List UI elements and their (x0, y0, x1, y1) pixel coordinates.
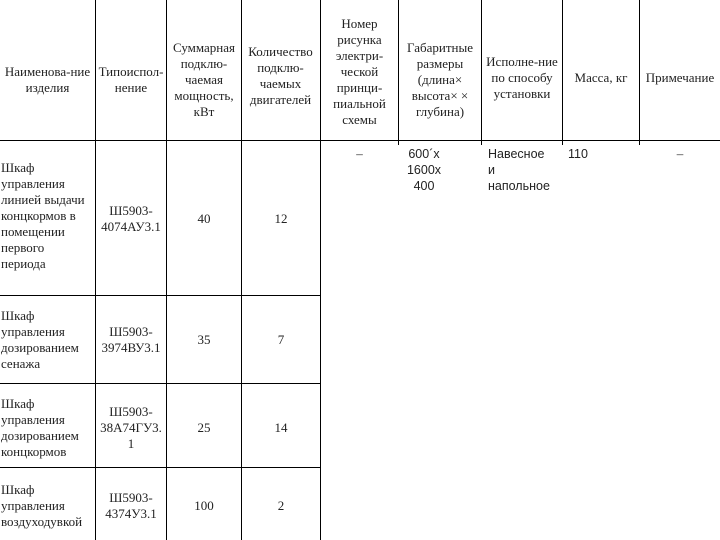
row2-power: 35 (197, 332, 211, 347)
row1-count: 12 (274, 211, 288, 226)
header-mount: Исполне-ние по способу установки (486, 54, 558, 101)
row-divider (0, 467, 321, 468)
header-count: Количество подклю- чаемых двигателей (248, 44, 313, 107)
row4-name: Шкаф управления воздуходувкой (1, 482, 83, 529)
row2-type: Ш5903- 3974ВУ3.1 (101, 324, 161, 355)
header-figure: Номер рисунка электри- ческой принци- пиальной схемы (333, 16, 386, 127)
mount-value: Навесное и напольное (488, 147, 550, 193)
row3-type: Ш5903- 38А74ГУ3. 1 (100, 404, 162, 451)
dims-value: 600´х 1600х 400 (406, 147, 442, 193)
header-power: Суммарная подклю- чаемая мощность, кВт (172, 40, 236, 119)
note-value: – (676, 146, 684, 161)
row3-name: Шкаф управления дозированием концкормов (1, 396, 79, 459)
row1-name: Шкаф управления линией выдачи концкормов в помещении первого периода (1, 160, 85, 271)
row1-type: Ш5903- 4074АУ3.1 (101, 203, 161, 234)
row2-name: Шкаф управления дозированием сенажа (1, 308, 79, 371)
row-divider (0, 140, 720, 141)
row-divider (0, 295, 321, 296)
header-note: Примечание (645, 70, 715, 85)
row3-power: 25 (197, 420, 211, 435)
row1-power: 40 (197, 211, 211, 226)
row4-type: Ш5903- 4374У3.1 (105, 490, 157, 521)
mass-value: 110 (568, 147, 588, 161)
header-type: Типоиспол- нение (98, 64, 164, 95)
row3-count: 14 (274, 420, 288, 435)
row4-power: 100 (194, 498, 214, 513)
header-mass: Масса, кг (574, 70, 628, 85)
row2-count: 7 (277, 332, 285, 347)
header-name: Наименова-ние изделия (4, 64, 91, 95)
header-dims: Габаритные размеры (длина× высота× × глубина) (407, 40, 473, 119)
row-divider (0, 383, 321, 384)
row4-count: 2 (277, 498, 285, 513)
figure-value: – (356, 146, 363, 161)
